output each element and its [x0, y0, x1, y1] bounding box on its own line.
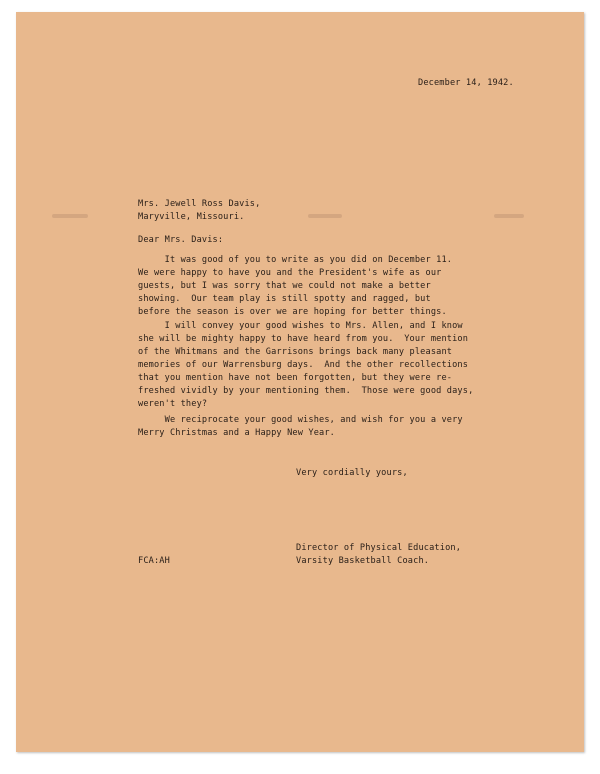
reference-initials: FCA:AH [138, 556, 170, 566]
paragraph-line: weren't they? [138, 399, 208, 409]
paragraph-line: guests, but I was sorry that we could not make a better [138, 281, 431, 291]
body-paragraph-2 [138, 320, 473, 411]
closing: Very cordially yours, [296, 468, 408, 478]
recipient-city: Maryville, Missouri. [138, 212, 245, 222]
faint-show-through-mark [308, 214, 342, 218]
paragraph-line: of the Whitmans and the Garrisons brings back many pleasant [138, 347, 453, 357]
paragraph-line: I will convey your good wishes to Mrs. Allen, and I know [138, 321, 463, 331]
salutation: Dear Mrs. Davis: [138, 235, 224, 245]
paragraph-line: memories of our Warrensburg days. And the other recollections [138, 360, 469, 370]
paragraph-line: that you mention have not been forgotten, but they were re- [138, 373, 453, 383]
paragraph-line: freshed vividly by your mentioning them. Those were good days, [138, 386, 474, 396]
body-paragraph-1 [138, 254, 452, 319]
signature-block [296, 542, 461, 568]
recipient-address [138, 198, 260, 224]
paragraph-line: before the season is over we are hoping for better things. [138, 307, 447, 317]
body-paragraph-3 [138, 414, 463, 440]
signature-title-2: Varsity Basketball Coach. [296, 556, 430, 566]
letter-date: December 14, 1942. [418, 78, 514, 88]
signature-title-1: Director of Physical Education, [296, 543, 462, 553]
recipient-name: Mrs. Jewell Ross Davis, [138, 199, 261, 209]
paragraph-line: Merry Christmas and a Happy New Year. [138, 428, 335, 438]
faint-show-through-mark [494, 214, 524, 218]
paragraph-line: We reciprocate your good wishes, and wish for you a very [138, 415, 463, 425]
paragraph-line: she will be mighty happy to have heard from you. Your mention [138, 334, 469, 344]
faint-show-through-mark [52, 214, 88, 218]
paragraph-line: We were happy to have you and the President's wife as our [138, 268, 442, 278]
letter-page [16, 12, 584, 752]
paragraph-line: showing. Our team play is still spotty and ragged, but [138, 294, 431, 304]
paragraph-line: It was good of you to write as you did on December 11. [138, 255, 453, 265]
